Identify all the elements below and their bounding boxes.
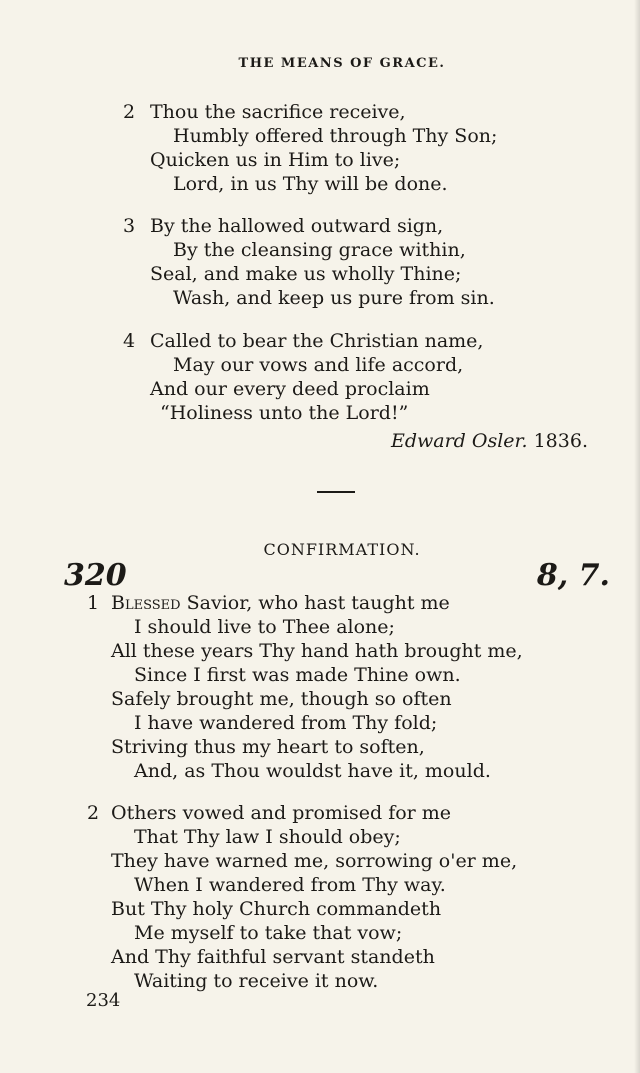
author-year: 1836.: [533, 430, 588, 452]
hymn-meter: 8, 7.: [536, 558, 610, 593]
stanza-number: 2: [123, 101, 136, 123]
verse-line: May our vows and life accord,: [173, 354, 464, 376]
verse-line: Lord, in us Thy will be done.: [173, 173, 448, 195]
stanza-number: 1: [87, 592, 100, 614]
verse-line: By the hallowed outward sign,: [150, 215, 444, 237]
verse-line: Called to bear the Christian name,: [150, 330, 484, 352]
verse-line: That Thy law I should obey;: [134, 826, 401, 848]
verse-line: And, as Thou wouldst have it, mould.: [134, 760, 491, 782]
verse-line: Striving thus my heart to soften,: [111, 736, 425, 758]
verse-line: Waiting to receive it now.: [134, 970, 379, 992]
verse-line: Seal, and make us wholly Thine;: [150, 263, 462, 285]
page-edge-shadow: [634, 0, 640, 1073]
verse-line: By the cleansing grace within,: [173, 239, 466, 261]
stanza-number: 2: [87, 802, 100, 824]
verse-line: All these years Thy hand hath brought me,: [111, 640, 523, 662]
verse-line: Others vowed and promised for me: [111, 802, 452, 824]
first-word: Blessed: [111, 592, 181, 614]
section-divider: [317, 491, 355, 493]
verse-line: I should live to Thee alone;: [134, 616, 395, 638]
first-line-rest: Savior, who hast taught me: [180, 592, 450, 614]
verse-line: I have wandered from Thy fold;: [134, 712, 438, 734]
verse-line: When I wandered from Thy way.: [134, 874, 446, 896]
stanza-number: 3: [123, 215, 136, 237]
verse-line: And Thy faithful servant standeth: [111, 946, 435, 968]
hymn-number: 320: [64, 558, 127, 593]
attribution: [391, 430, 588, 452]
verse-line: Thou the sacrifice receive,: [150, 101, 406, 123]
section-title: CONFIRMATION.: [263, 540, 421, 559]
verse-line: Wash, and keep us pure from sin.: [173, 287, 495, 309]
verse-line: And our every deed proclaim: [150, 378, 430, 400]
verse-line: Quicken us in Him to live;: [150, 149, 401, 171]
verse-line: They have warned me, sorrowing o'er me,: [111, 850, 518, 872]
verse-line: [111, 591, 450, 615]
verse-line: “Holiness unto the Lord!”: [160, 402, 409, 424]
verse-line: Since I first was made Thine own.: [134, 664, 461, 686]
verse-line: But Thy holy Church commandeth: [111, 898, 442, 920]
verse-line: Me myself to take that vow;: [134, 922, 403, 944]
verse-line: Humbly offered through Thy Son;: [173, 125, 498, 147]
verse-line: Safely brought me, though so often: [111, 688, 452, 710]
running-head: THE MEANS OF GRACE.: [238, 56, 446, 71]
author-name: Edward Osler.: [390, 430, 528, 452]
stanza-number: 4: [123, 330, 136, 352]
page-number: 234: [86, 990, 121, 1011]
